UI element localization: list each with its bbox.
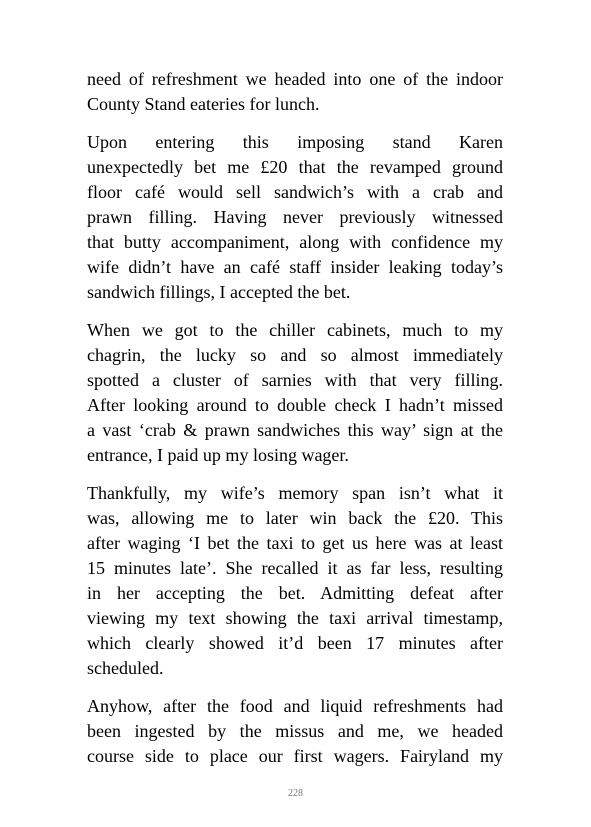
text-line: after waging ‘I bet the taxi to get us here was at least [87,533,503,553]
text-line: need of refreshment we headed into one of the indoor [87,69,503,89]
paragraph-2 [87,130,503,305]
text-line: entrance, I paid up my losing wager. [87,445,349,465]
text-line: unexpectedly bet me £20 that the revamped ground [87,157,503,177]
text-line: scheduled. [87,658,164,678]
page-number: 228 [288,788,303,799]
paragraph-5 [87,694,503,769]
body-text [87,67,503,782]
paragraph-3 [87,318,503,468]
text-line: which clearly showed it’d been 17 minutes after [87,633,503,653]
text-line: viewing my text showing the taxi arrival timestamp, [87,608,503,628]
text-line: floor café would sell sandwich’s with a crab and [87,182,503,202]
text-line: spotted a cluster of sarnies with that very filling. [87,370,503,390]
paragraph-4 [87,481,503,681]
paragraph-1 [87,67,503,117]
text-line: prawn filling. Having never previously witnessed [87,207,503,227]
text-line: When we got to the chiller cabinets, much to my [87,320,503,340]
text-line: County Stand eateries for lunch. [87,94,320,114]
text-line: After looking around to double check I hadn’t missed [87,395,503,415]
text-line: was, allowing me to later win back the £20. This [87,508,503,528]
text-line: wife didn’t have an café staff insider leaking today’s [87,257,503,277]
text-line: in her accepting the bet. Admitting defeat after [87,583,503,603]
text-line: chagrin, the lucky so and so almost immediately [87,345,503,365]
text-line: Upon entering this imposing stand Karen [87,132,503,152]
text-line: Anyhow, after the food and liquid refreshments had [87,696,503,716]
text-line: 15 minutes late’. She recalled it as far less, resulting [87,558,503,578]
text-line: Thankfully, my wife’s memory span isn’t what it [87,483,503,503]
text-line: a vast ‘crab & prawn sandwiches this way’ sign at the [87,420,503,440]
text-line: been ingested by the missus and me, we headed [87,721,503,741]
text-line: that butty accompaniment, along with confidence my [87,232,503,252]
text-line: course side to place our first wagers. Fairyland my [87,746,503,766]
text-line: sandwich fillings, I accepted the bet. [87,282,351,302]
